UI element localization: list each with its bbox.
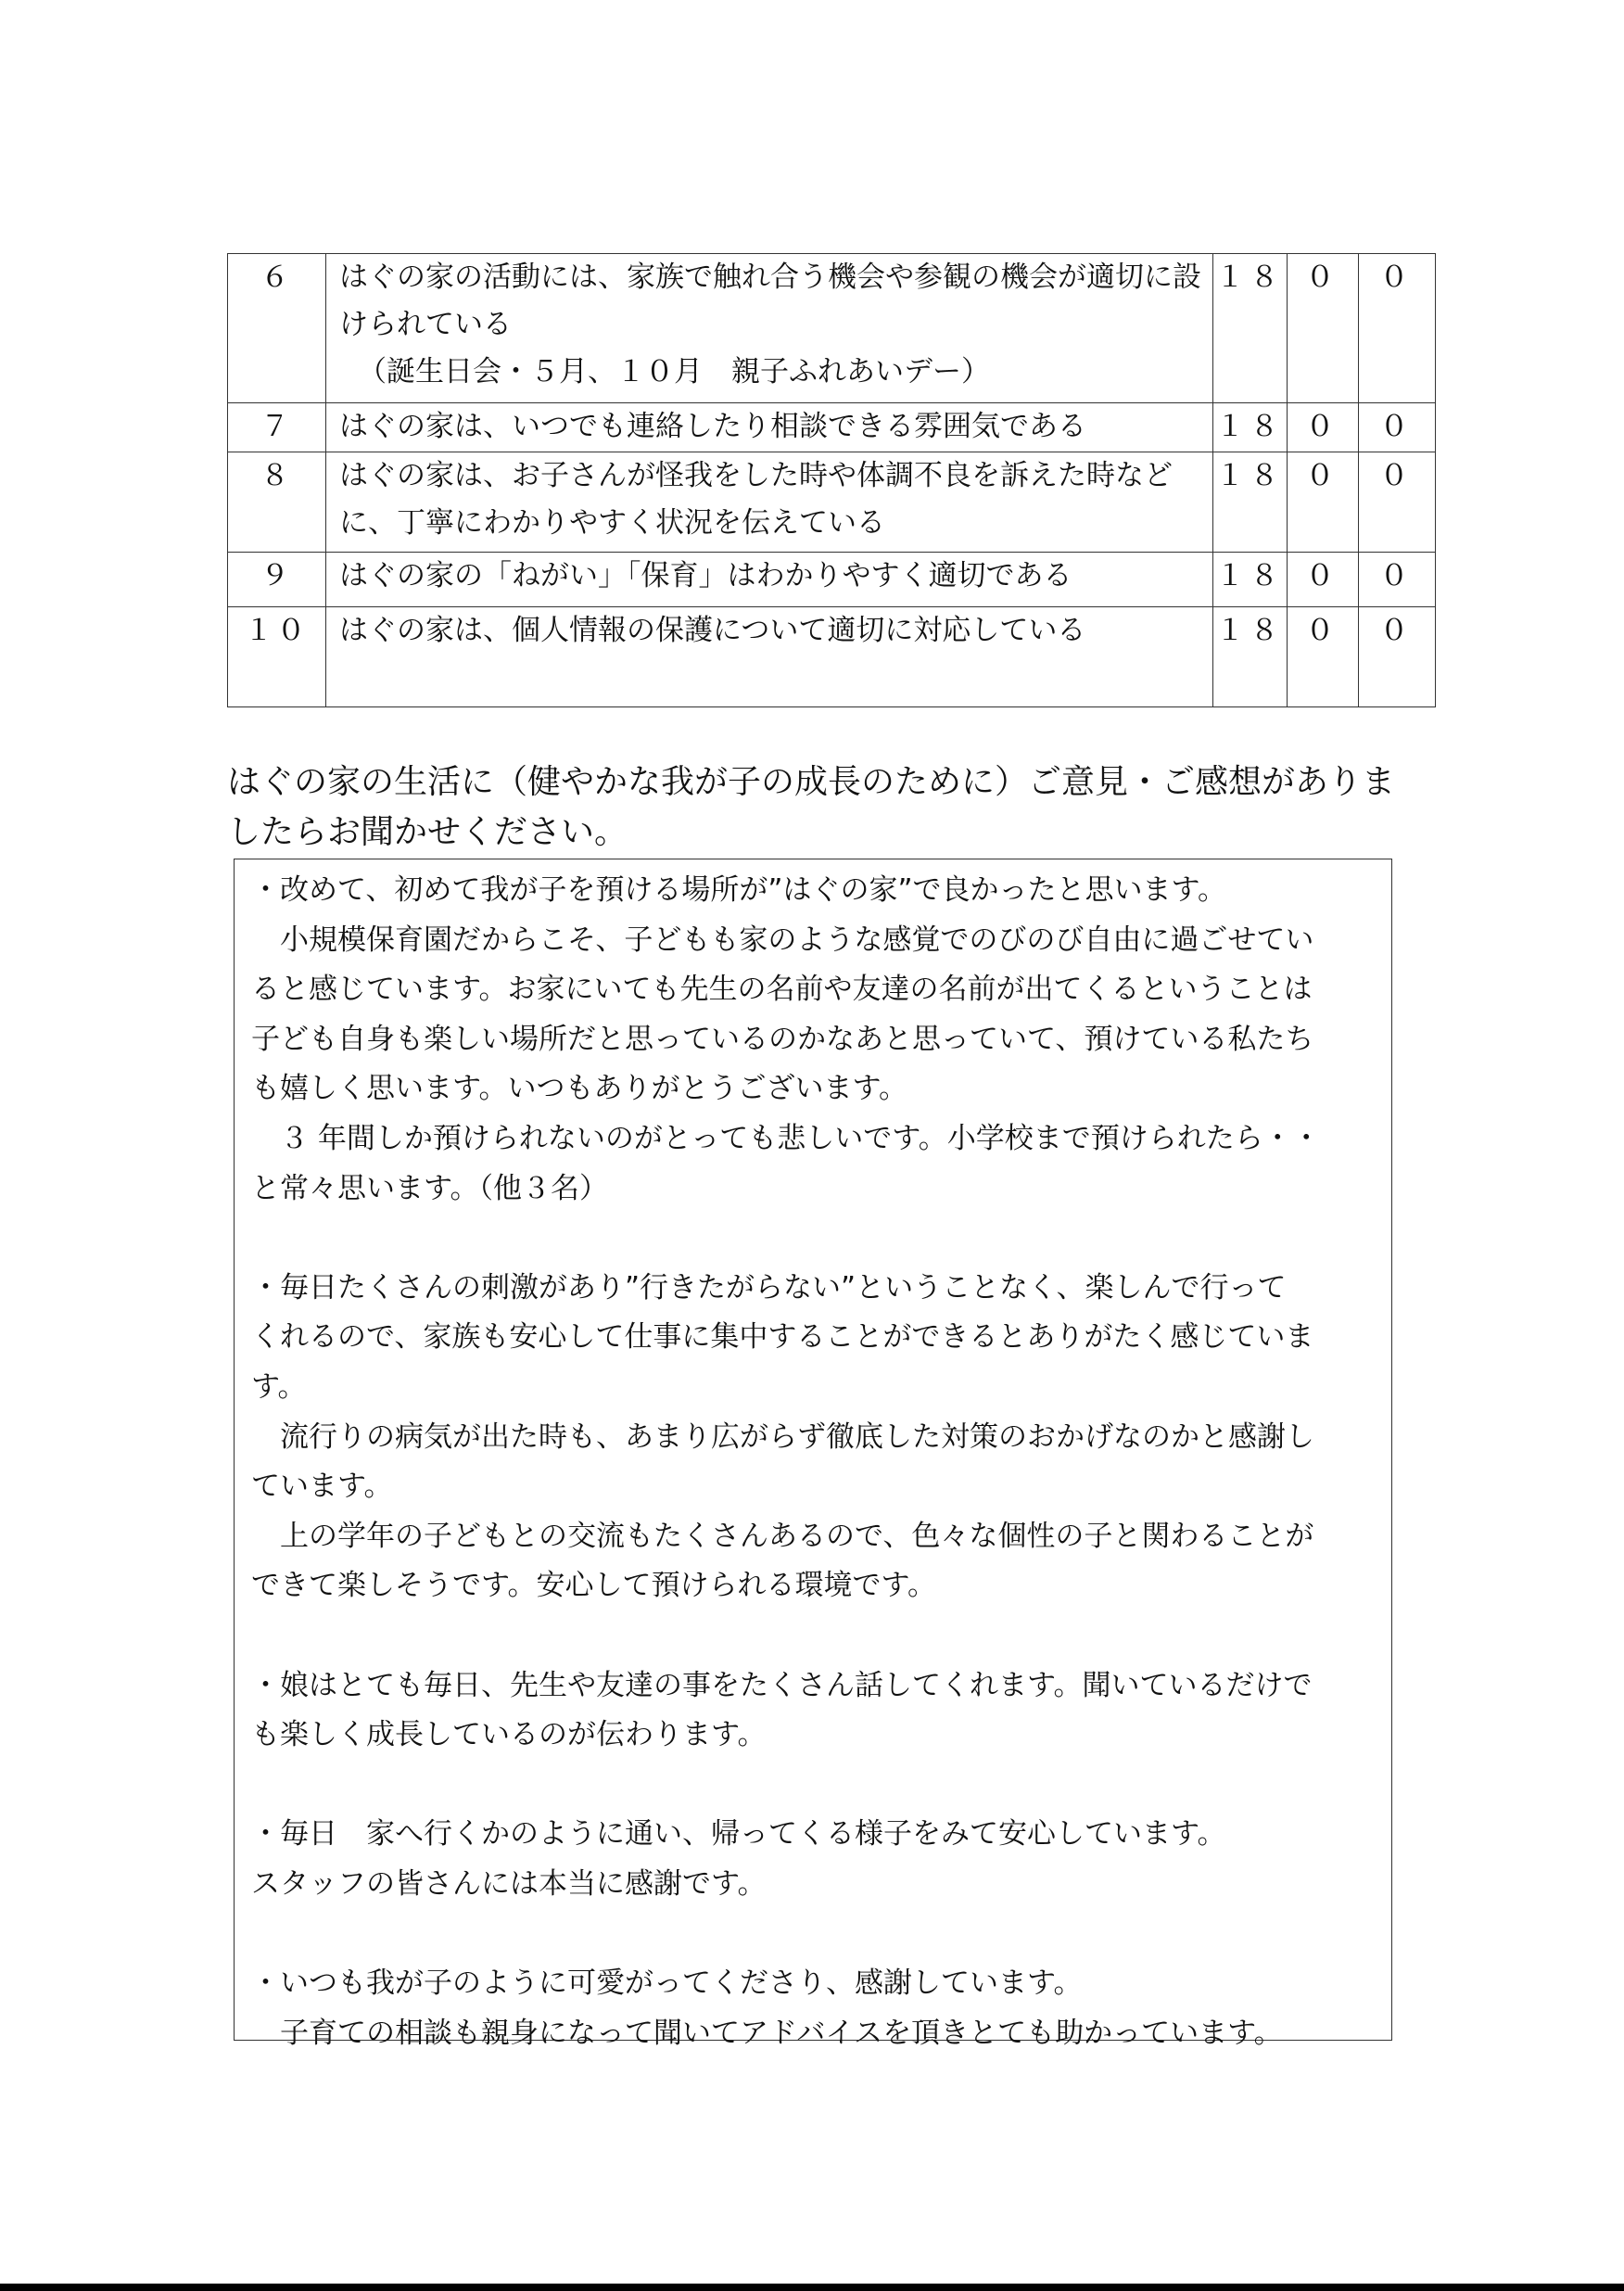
- comments-prompt: [227, 757, 1414, 858]
- comment-line: も楽しく成長しているのが伝わります。: [251, 1718, 767, 1752]
- count-yes: １８: [1213, 553, 1288, 607]
- count-other: ０: [1359, 553, 1436, 607]
- count-no: ０: [1288, 452, 1359, 553]
- count-other: ０: [1359, 403, 1436, 452]
- comment-line: できて楽しそうです。安心して預けられる環境です。: [251, 1569, 937, 1603]
- comment-line: くれるので、家族も安心して仕事に集中することができるとありがたく感じていま: [251, 1320, 1314, 1355]
- prompt-line: はぐの家の生活に（健やかな我が子の成長のために）ご意見・ご感想がありま: [227, 763, 1396, 801]
- question-number: ８: [228, 452, 326, 553]
- comment-line: [251, 1761, 1378, 1811]
- footer-divider: [0, 2284, 1624, 2291]
- comments-box: [234, 859, 1392, 2050]
- count-yes: １８: [1213, 452, 1288, 553]
- count-yes: １８: [1213, 403, 1288, 452]
- table-row: [228, 607, 1436, 707]
- comment-line: ・毎日たくさんの刺激があり”行きたがらない”ということなく、楽しんで行って: [251, 1270, 1287, 1305]
- count-no: ０: [1288, 553, 1359, 607]
- comment-line: ３ 年間しか預けられないのがとっても悲しいです。小学校まで預けられたら・・: [251, 1121, 1321, 1155]
- question-number: ９: [228, 553, 326, 607]
- table-row: [228, 452, 1436, 553]
- question-number: ６: [228, 254, 326, 403]
- comment-line: ・いつも我が子のように可愛がってくださり、感謝しています。: [251, 1966, 1083, 2001]
- question-number: ７: [228, 403, 326, 452]
- question-text: はぐの家は、お子さんが怪我をした時や体調不良を訴えた時などに、丁寧にわかりやすく状況を伝えている: [326, 452, 1213, 553]
- comment-line: 流行りの病気が出た時も、あまり広がらず徹底した対策のおかげなのかと感謝し: [251, 1419, 1314, 1454]
- comment-line: ・改めて、初めて我が子を預ける場所が”はぐの家”で良かったと思います。: [251, 873, 1227, 907]
- table-row: [228, 403, 1436, 452]
- comment-line: 上の学年の子どもとの交流もたくさんあるので、色々な個性の子と関わることが: [251, 1519, 1314, 1553]
- comment-line: [251, 1611, 1378, 1661]
- comment-line: と常々思います。（他３名）: [251, 1171, 609, 1205]
- question-number: １０: [228, 607, 326, 707]
- question-text: はぐの家は、個人情報の保護について適切に対応している: [326, 607, 1213, 707]
- question-text: はぐの家の「ねがい」「保育」はわかりやすく適切である: [326, 553, 1213, 607]
- comment-line: ています。: [251, 1470, 393, 1504]
- count-no: ０: [1288, 607, 1359, 707]
- comment-line: スタッフの皆さんには本当に感謝です。: [251, 1866, 767, 1901]
- comment-line: 子ども自身も楽しい場所だと思っているのかなあと思っていて、預けている私たち: [251, 1022, 1314, 1056]
- comment-line: す。: [251, 1369, 307, 1404]
- comment-line: [251, 1909, 1378, 1959]
- question-main: はぐの家の活動には、家族で触れ合う機会や参観の機会が適切に設けられている: [339, 261, 1201, 341]
- question-note: （誕生日会・５月、１０月 親子ふれあいデー）: [358, 355, 990, 388]
- count-yes: １８: [1213, 254, 1288, 403]
- prompt-line: したらお聞かせください。: [227, 813, 628, 851]
- comment-line: も嬉しく思います。いつもありがとうございます。: [251, 1072, 908, 1106]
- comment-line: ・娘はとても毎日、先生や友達の事をたくさん話してくれます。聞いているだけで: [251, 1668, 1313, 1702]
- question-text: はぐの家は、いつでも連絡したり相談できる雰囲気である: [326, 403, 1213, 452]
- table-row: [228, 254, 1436, 403]
- comment-line: [251, 1214, 1378, 1264]
- comment-line: ると感じています。お家にいても先生の名前や友達の名前が出てくるということは: [251, 973, 1313, 1007]
- count-other: ０: [1359, 607, 1436, 707]
- count-yes: １８: [1213, 607, 1288, 707]
- survey-results-table: [227, 253, 1436, 707]
- question-text: [326, 254, 1213, 403]
- count-no: ０: [1288, 254, 1359, 403]
- count-other: ０: [1359, 254, 1436, 403]
- count-other: ０: [1359, 452, 1436, 553]
- table-row: [228, 553, 1436, 607]
- comment-line: 小規模保育園だからこそ、子どもも家のような感覚でのびのび自由に過ごせてい: [251, 923, 1314, 957]
- count-no: ０: [1288, 403, 1359, 452]
- comment-line: ・毎日 家へ行くかのように通い、帰ってくる様子をみて安心しています。: [251, 1817, 1226, 1852]
- comment-line: 子育ての相談も親身になって聞いてアドバイスを頂きとても助かっています。: [251, 2016, 1283, 2050]
